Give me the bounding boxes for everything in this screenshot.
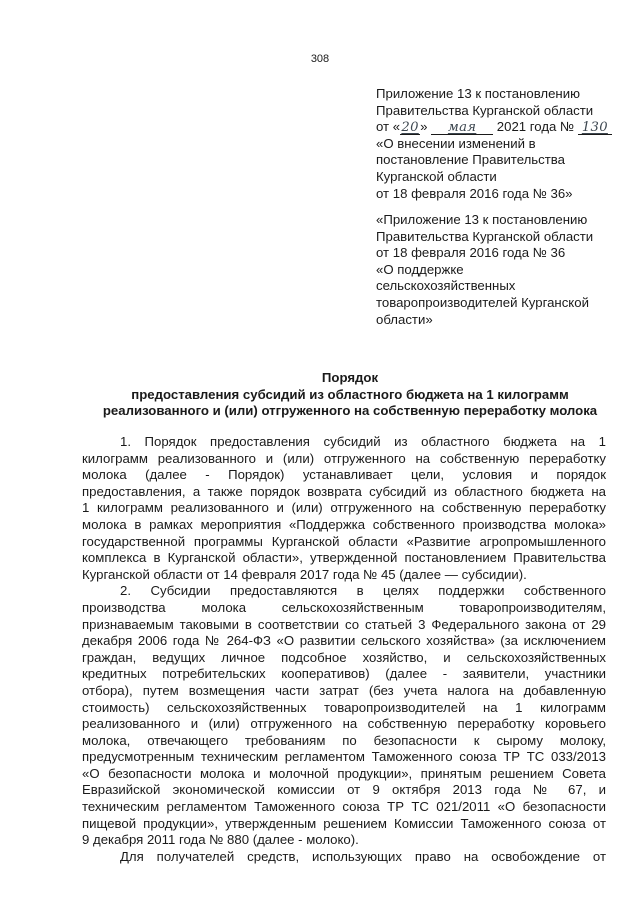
paragraph-1-line: государственной программы Курганской области «Развитие агропромышленного xyxy=(82,533,606,549)
paragraph-2-line: кредитных потребительских кооперативов) (далее - заявители, участники xyxy=(82,666,606,682)
paragraph-2-line: отбора), путем возмещения части затрат (без учета налога на добавленную xyxy=(82,682,606,698)
date-separator: » xyxy=(420,119,428,135)
approval-line-6: Курганской области xyxy=(376,168,497,184)
approval-line-7: от 18 февраля 2016 года № 36» xyxy=(376,185,573,201)
paragraph-1-line: Курганской области от 14 февраля 2017 года № 45 (далее — субсидии). xyxy=(82,566,527,582)
approval-line-2: Правительства Курганской области xyxy=(376,102,594,118)
paragraph-1-line: 1 килограмм реализованного и (или) отгруженного на собственную переработку xyxy=(82,500,606,516)
paragraph-2-line: молока, отвечающего требованиям по безопасности к сырому молоку, xyxy=(82,732,606,748)
document-title xyxy=(60,370,640,420)
paragraph-2-line: стоимость) сельскохозяйственных товаропроизводителей на 1 килограмм xyxy=(82,699,606,715)
paragraph-2-line: производства молока сельскохозяйственным товаропроизводителям, xyxy=(82,599,606,615)
paragraph-2-line: признаваемым таковыми в соответствии со статьей 3 Федерального закона от 29 xyxy=(82,616,606,632)
page-number: 308 xyxy=(310,53,330,65)
paragraph-1-line: 1. Порядок предоставления субсидий из областного бюджета на 1 xyxy=(120,434,606,449)
paragraph-2-line: 9 декабря 2011 года № 880 (далее - молоко). xyxy=(82,832,359,848)
paragraph-2-line: граждан, ведущих личное подсобное хозяйство, и сельскохозяйственных xyxy=(82,649,606,665)
approval-line-1: Приложение 13 к постановлению xyxy=(376,86,580,101)
paragraph-2-line: реализованного и (или) отгруженного на собственную переработку коровьего xyxy=(82,716,606,732)
approval-line-4: «О внесении изменений в xyxy=(376,135,536,151)
paragraph-2-line: техническим регламентом Таможенного союза ТР ТС 021/2011 «О безопасности xyxy=(82,799,606,815)
original-line: от 18 февраля 2016 года № 36 xyxy=(376,245,566,261)
original-line: сельскохозяйственных xyxy=(376,278,516,294)
paragraph-1-line: молока в рамках мероприятия «Поддержка собственного производства молока» xyxy=(82,516,606,532)
paragraph-1-line: молока (далее - Порядок) устанавливает цели, условия и порядок xyxy=(82,467,606,483)
paragraph-2-line: предусмотренным техническим регламентом Таможенного союза ТР ТС 033/2013 xyxy=(82,749,606,765)
approval-line-5: постановление Правительства xyxy=(376,152,565,168)
handwritten-day: 20 xyxy=(401,120,419,136)
title-line-3: реализованного и (или) отгруженного на собственную переработку молока xyxy=(102,403,598,419)
handwritten-doc-number: 130 xyxy=(578,121,612,135)
paragraph-1-line: комплекса в Курганской области», утвержденной постановлением Правительства xyxy=(82,550,606,566)
original-annex-block xyxy=(376,212,626,328)
document-body xyxy=(82,434,606,865)
approval-date-line xyxy=(376,119,626,136)
paragraph-3-line: Для получателей средств, использующих право на освобождение от xyxy=(120,848,606,864)
date-year: 2021 года № xyxy=(496,119,575,135)
paragraph-2-line: Евразийской экономической комиссии от 9 октября 2013 года № 67, и xyxy=(82,782,606,798)
handwritten-month: мая xyxy=(431,121,493,135)
paragraph-1-line: предоставления, а также порядок возврата субсидий из областного бюджета на xyxy=(82,483,606,499)
paragraph-2-line: «О безопасности молока и молочной продукции», принятым решением Совета xyxy=(82,765,606,781)
paragraph-1-line: килограмм реализованного и (или) отгруженного на собственную переработку xyxy=(82,450,606,466)
original-line: «О поддержке xyxy=(376,261,464,277)
original-line: «Приложение 13 к постановлению xyxy=(376,212,588,227)
original-line: Правительства Курганской области xyxy=(376,228,594,244)
title-line-1: Порядок xyxy=(321,370,379,385)
paragraph-2-line: пищевой продукции», утвержденным решением Комиссии Таможенного союза от xyxy=(82,815,606,831)
paragraph-2-line: 2. Субсидии предоставляются в целях поддержки собственного xyxy=(120,583,606,599)
date-prefix: от « xyxy=(376,119,401,135)
original-line: товаропроизводителей Курганской xyxy=(376,294,589,310)
paragraph-2-line: декабря 2006 года № 264-ФЗ «О развитии сельского хозяйства» (за исключением xyxy=(82,633,606,649)
original-line: области» xyxy=(376,311,433,327)
approval-block xyxy=(376,86,626,202)
title-line-2: предоставления субсидий из областного бюджета на 1 килограмм xyxy=(131,386,569,402)
